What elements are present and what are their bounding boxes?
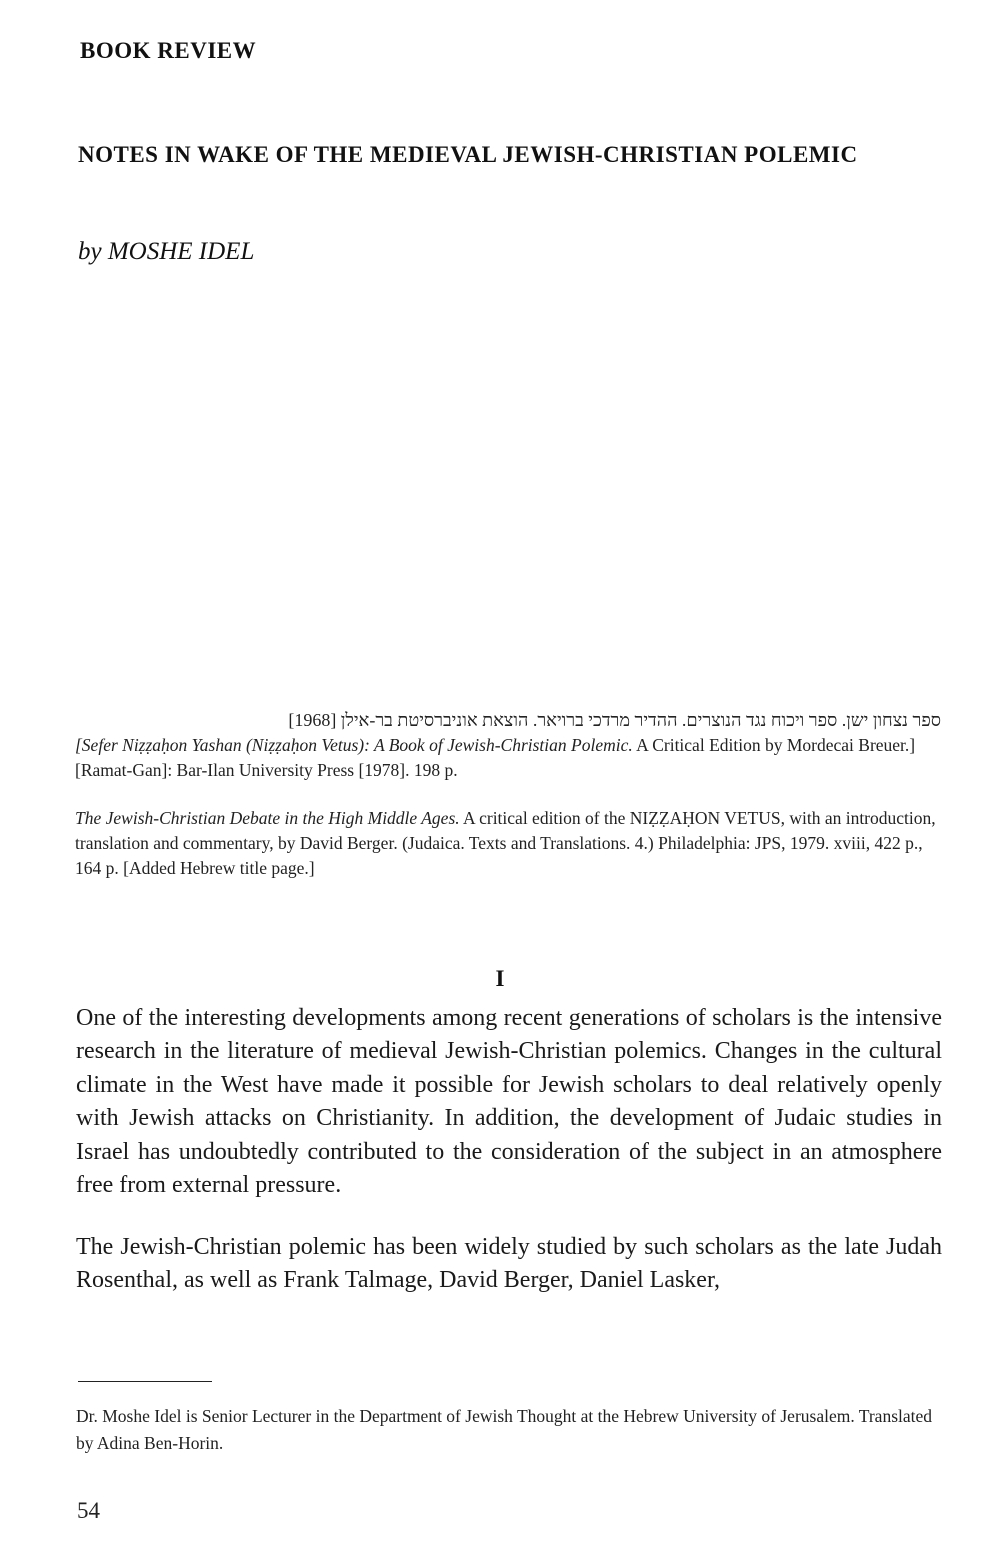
citation-berger-edition — [75, 806, 941, 881]
citation-breuer-edition — [75, 733, 941, 783]
section-numeral: I — [495, 966, 505, 991]
byline: by MOSHE IDEL — [78, 238, 255, 265]
section-label: BOOK REVIEW — [80, 38, 257, 63]
hebrew-citation: ספר נצחון ישן. ספר ויכוח נגד הנוצרים. ההדיר מרדכי ברויאר. הוצאת אוניברסיטת בר-אילן [1968] — [288, 710, 941, 730]
citation-details: A critical edition of the NIẒẒAḤON VETUS, with an introduction, translation and commentary, by David Berger. (Judaica. Texts and Translations. 4.) Philadelphia: JPS, 1979. xviii, 422 p., 164 p. [Added Hebrew title page.] — [75, 808, 936, 878]
citation-italic-title: The Jewish-Christian Debate in the High Middle Ages. — [75, 808, 460, 828]
article-title: NOTES IN WAKE OF THE MEDIEVAL JEWISH-CHRISTIAN POLEMIC — [78, 142, 858, 167]
body-paragraph: One of the interesting developments among recent generations of scholars is the intensive research in the literature of medieval Jewish-Christian polemics. Changes in the cultural climate in the West have made it possible for Jewish scholars to deal relatively openly with Jewish attacks on Christianity. In addition, the development of Judaic studies in Israel has undoubtedly contributed to the consideration of the subject in an atmosphere free from external pressure. — [76, 1005, 942, 1199]
citation-details: A Critical Edition by Mordecai Breuer.] [Ramat-Gan]: Bar-Ilan University Press [1978]. 198 p. — [75, 735, 916, 780]
body-paragraph: The Jewish-Christian polemic has been widely studied by such scholars as the late Judah Rosenthal, as well as Frank Talmage, David Berger, Daniel Lasker, — [76, 1234, 942, 1294]
page-number: 54 — [77, 1498, 100, 1523]
citation-italic-title: [Sefer Niẓẓaḥon Yashan (Niẓẓaḥon Vetus): A Book of Jewish-Christian Polemic. — [75, 735, 633, 755]
author-footnote: Dr. Moshe Idel is Senior Lecturer in the Department of Jewish Thought at the Hebrew University of Jerusalem. Translated by Adina Ben-Horin. — [76, 1406, 933, 1453]
footnote-divider — [78, 1381, 212, 1382]
